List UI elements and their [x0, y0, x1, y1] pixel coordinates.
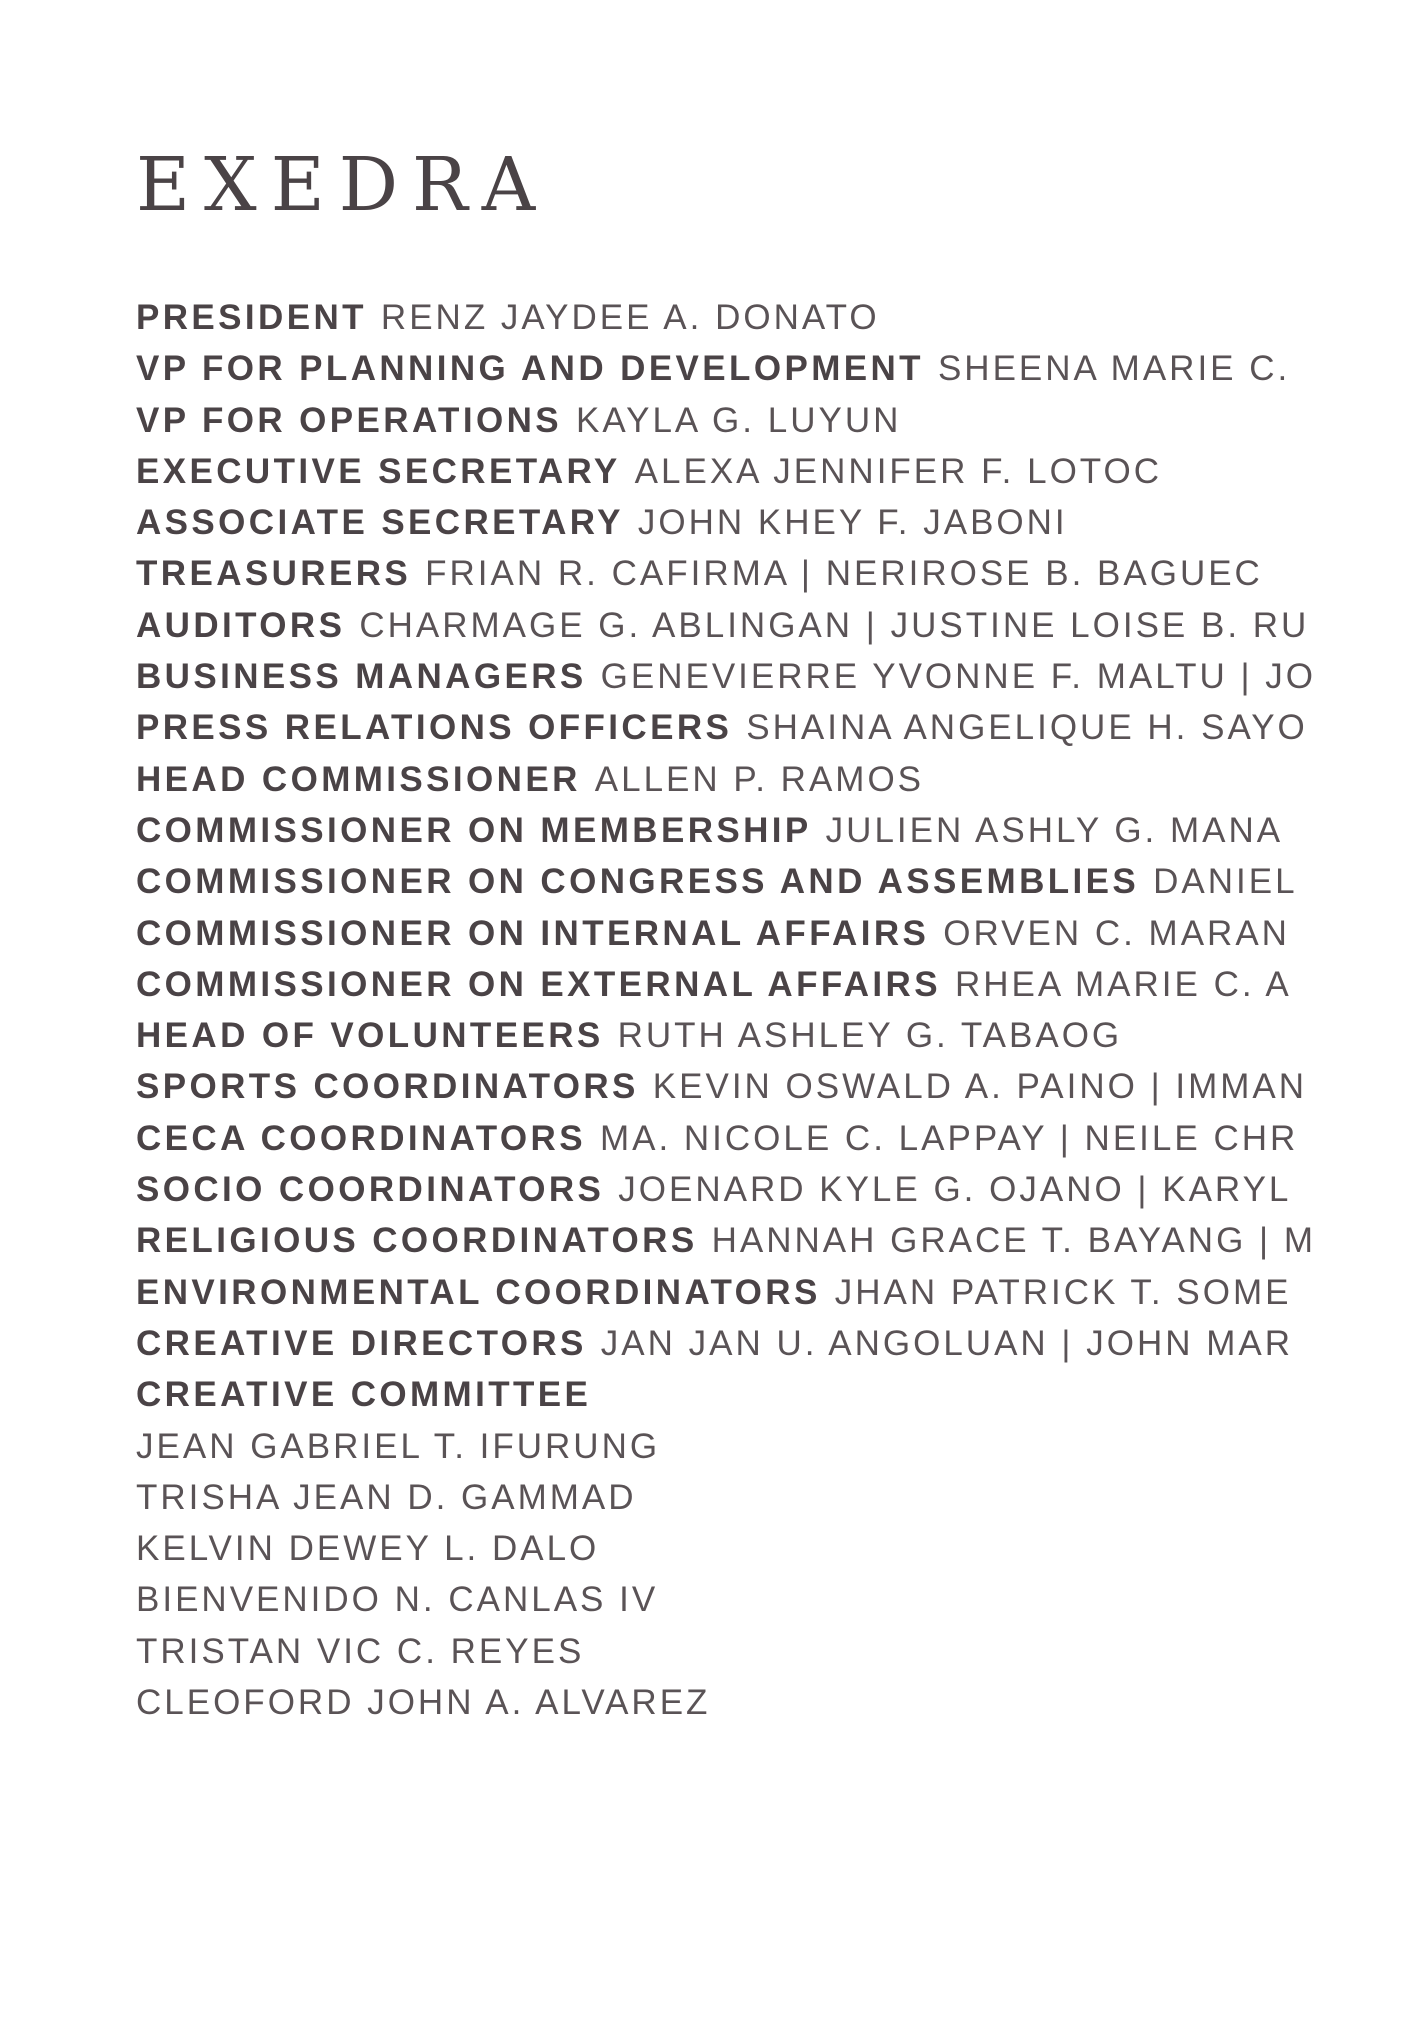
staff-row-associate-secretary: [136, 497, 1428, 548]
role-label: ASSOCIATE SECRETARY: [136, 503, 624, 543]
staff-row-executive-secretary: [136, 446, 1428, 497]
staff-row-commissioner-external: [136, 959, 1428, 1010]
role-label: TREASURERS: [136, 554, 412, 594]
role-label: ENVIRONMENTAL COORDINATORS: [136, 1272, 821, 1312]
staff-names: RUTH ASHLEY G. TABAOG: [617, 1016, 1123, 1056]
role-label: CECA COORDINATORS: [136, 1118, 586, 1158]
staff-names: ORVEN C. MARAN: [943, 913, 1290, 953]
staff-names: ALEXA JENNIFER F. LOTOC: [634, 451, 1163, 491]
role-label: PRESS RELATIONS OFFICERS: [136, 708, 733, 748]
staff-row-socio-coordinators: [136, 1164, 1428, 1215]
staff-names: SHEENA MARIE C.: [937, 349, 1291, 389]
staff-names: KEVIN OSWALD A. PAINO | IMMAN: [652, 1067, 1308, 1107]
committee-member: KELVIN DEWEY L. DALO: [136, 1529, 600, 1569]
staff-row-treasurers: [136, 548, 1428, 599]
role-label: HEAD COMMISSIONER: [136, 759, 581, 799]
staff-row-head-commissioner: [136, 754, 1428, 805]
staff-row-press-relations: [136, 702, 1428, 753]
role-label: COMMISSIONER ON EXTERNAL AFFAIRS: [136, 964, 941, 1004]
staff-names: JHAN PATRICK T. SOME: [834, 1272, 1292, 1312]
role-label: VP FOR PLANNING AND DEVELOPMENT: [136, 349, 924, 389]
staff-names: JOHN KHEY F. JABONI: [637, 503, 1068, 543]
staff-row-head-volunteers: [136, 1010, 1428, 1061]
role-label: BUSINESS MANAGERS: [136, 657, 587, 697]
committee-heading-row: [136, 1369, 1428, 1420]
staff-names: SHAINA ANGELIQUE H. SAYO: [746, 708, 1308, 748]
staff-names: RENZ JAYDEE A. DONATO: [380, 298, 880, 337]
role-label: SPORTS COORDINATORS: [136, 1067, 639, 1107]
staff-row-ceca-coordinators: [136, 1113, 1428, 1164]
committee-member: CLEOFORD JOHN A. ALVAREZ: [136, 1683, 711, 1723]
role-label: EXECUTIVE SECRETARY: [136, 451, 621, 491]
staff-names: ALLEN P. RAMOS: [594, 759, 925, 799]
committee-heading: CREATIVE COMMITTEE: [136, 1375, 592, 1415]
staff-names: JOENARD KYLE G. OJANO | KARYL: [618, 1170, 1292, 1210]
staff-names: DANIEL: [1153, 862, 1298, 902]
role-label: COMMISSIONER ON CONGRESS AND ASSEMBLIES: [136, 862, 1140, 902]
role-label: SOCIO COORDINATORS: [136, 1170, 605, 1210]
staff-row-president: [136, 292, 1428, 343]
committee-members: [136, 1421, 1428, 1729]
staff-row-commissioner-congress: [136, 856, 1428, 907]
role-label: AUDITORS: [136, 605, 346, 645]
staff-row-business-managers: [136, 651, 1428, 702]
staff-names: JULIEN ASHLY G. MANA: [825, 810, 1284, 850]
staff-row-creative-directors: [136, 1318, 1428, 1369]
staff-row-auditors: [136, 600, 1428, 651]
role-label: CREATIVE DIRECTORS: [136, 1323, 587, 1363]
staff-row-vp-planning: [136, 343, 1428, 394]
staff-row-vp-operations: [136, 395, 1428, 446]
staff-row-religious-coordinators: [136, 1215, 1428, 1266]
staff-names: CHARMAGE G. ABLINGAN | JUSTINE LOISE B. RU: [359, 605, 1310, 645]
role-label: HEAD OF VOLUNTEERS: [136, 1016, 604, 1056]
role-label: COMMISSIONER ON MEMBERSHIP: [136, 810, 812, 850]
role-label: COMMISSIONER ON INTERNAL AFFAIRS: [136, 913, 930, 953]
staff-names: GENEVIERRE YVONNE F. MALTU | JO: [600, 657, 1317, 697]
staff-row-commissioner-internal: [136, 908, 1428, 959]
staff-names: HANNAH GRACE T. BAYANG | M: [711, 1221, 1316, 1261]
staff-row-sports-coordinators: [136, 1061, 1428, 1112]
committee-member: TRISTAN VIC C. REYES: [136, 1631, 585, 1671]
committee-member-list: [136, 1421, 1428, 1729]
staff-names: FRIAN R. CAFIRMA | NERIROSE B. BAGUEC: [425, 554, 1263, 594]
staff-row-commissioner-membership: [136, 805, 1428, 856]
staff-names: JAN JAN U. ANGOLUAN | JOHN MAR: [600, 1323, 1294, 1363]
committee-member: BIENVENIDO N. CANLAS IV: [136, 1580, 659, 1620]
staff-names: KAYLA G. LUYUN: [576, 400, 902, 440]
role-label: VP FOR OPERATIONS: [136, 400, 563, 440]
staff-row-environmental-coordinators: [136, 1267, 1428, 1318]
staff-names: MA. NICOLE C. LAPPAY | NEILE CHR: [599, 1118, 1299, 1158]
committee-member: TRISHA JEAN D. GAMMAD: [136, 1477, 637, 1517]
role-label: RELIGIOUS COORDINATORS: [136, 1221, 698, 1261]
staff-box: [136, 292, 1428, 1728]
staff-names: RHEA MARIE C. A: [954, 964, 1292, 1004]
masthead-title: EXEDRA: [136, 142, 550, 228]
committee-member: JEAN GABRIEL T. IFURUNG: [136, 1426, 661, 1466]
role-label: PRESIDENT: [136, 298, 367, 337]
